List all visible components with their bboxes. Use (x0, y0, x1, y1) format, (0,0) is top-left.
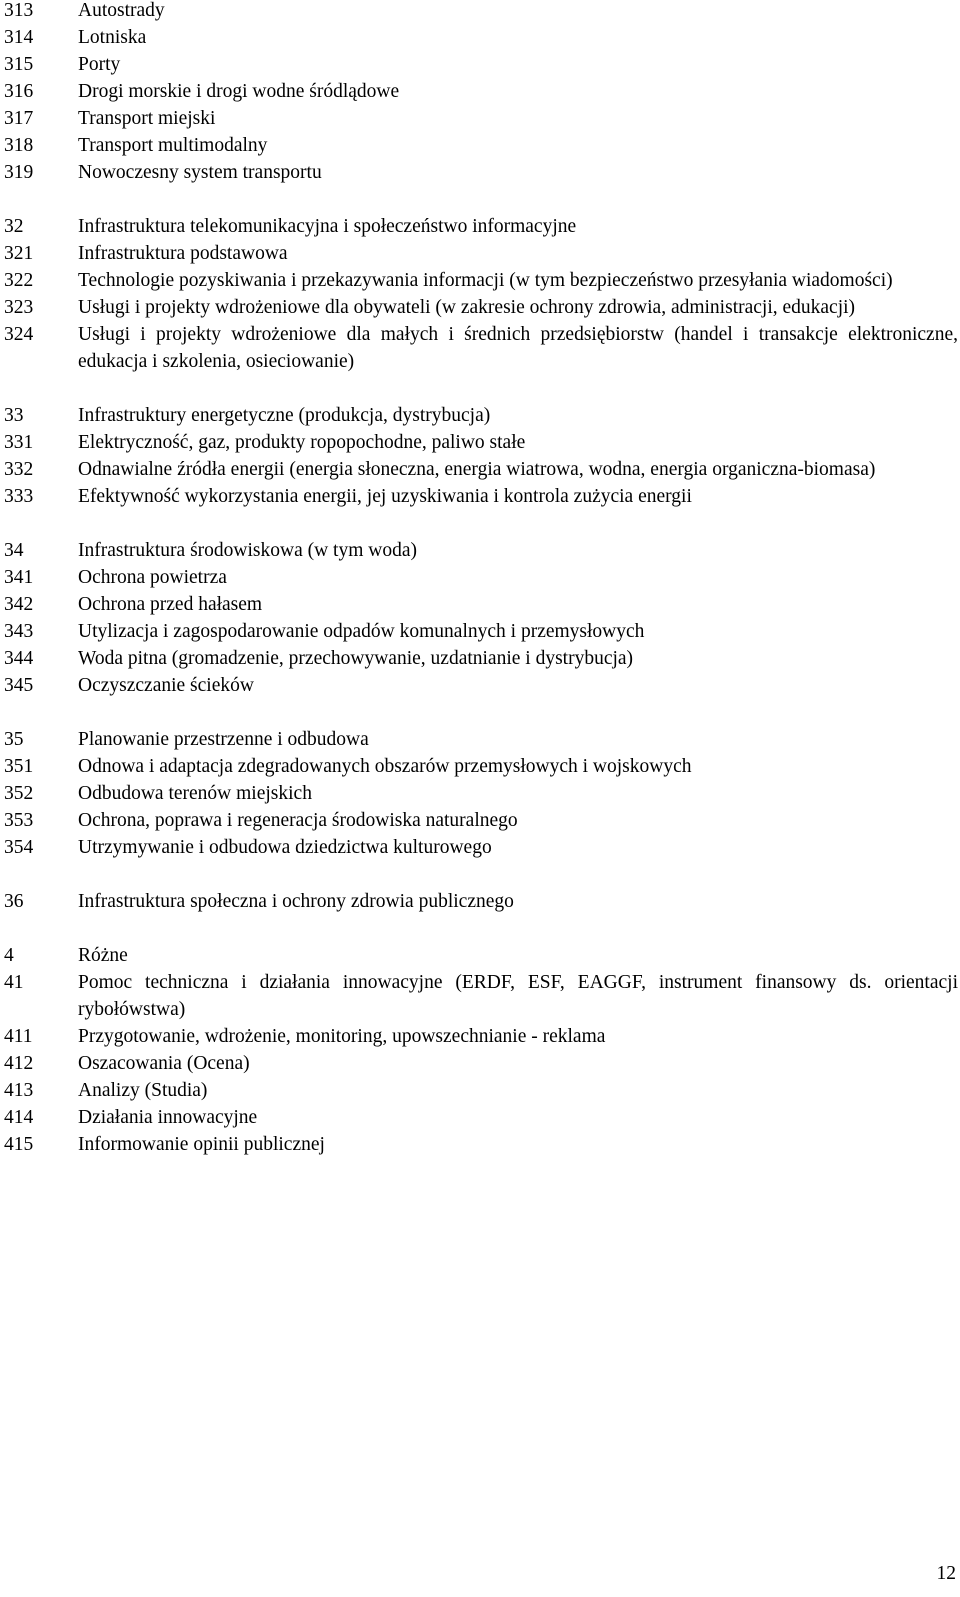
list-item (0, 969, 960, 1023)
list-item (0, 942, 960, 969)
list-item (0, 105, 960, 132)
list-item (0, 267, 960, 294)
category-label: Woda pitna (gromadzenie, przechowywanie, uzdatnianie i dystrybucja) (78, 648, 634, 669)
entry-group (0, 888, 960, 915)
category-code: 315 (4, 54, 34, 75)
list-item (0, 213, 960, 240)
category-label: Ochrona powietrza (78, 567, 227, 588)
list-item (0, 240, 960, 267)
list-item (0, 456, 960, 483)
category-code: 32 (4, 216, 24, 237)
list-item (0, 618, 960, 645)
page-number: 12 (936, 1563, 956, 1584)
list-item (0, 726, 960, 753)
category-label: Drogi morskie i drogi wodne śródlądowe (78, 81, 400, 102)
category-label: Autostrady (78, 0, 165, 21)
category-label: Działania innowacyjne (78, 1107, 258, 1128)
category-label: Ochrona przed hałasem (78, 594, 263, 615)
category-code: 318 (4, 135, 34, 156)
category-label: Oszacowania (Ocena) (78, 1053, 250, 1074)
category-code: 321 (4, 243, 34, 264)
category-code: 41 (4, 972, 24, 993)
category-label: Usługi i projekty wdrożeniowe dla obywateli (w zakresie ochrony zdrowia, administracji, edukacji) (78, 297, 856, 318)
category-code: 319 (4, 162, 34, 183)
category-label: Efektywność wykorzystania energii, jej uzyskiwania i kontrola zużycia energii (78, 486, 692, 507)
entry-group (0, 942, 960, 1158)
category-label: Infrastruktura podstawowa (78, 243, 288, 264)
category-label: Utrzymywanie i odbudowa dziedzictwa kulturowego (78, 837, 492, 858)
category-code: 316 (4, 81, 34, 102)
category-label: Przygotowanie, wdrożenie, monitoring, upowszechnianie - reklama (78, 1026, 606, 1047)
list-item (0, 483, 960, 510)
category-code: 4 (4, 945, 14, 966)
category-code: 353 (4, 810, 34, 831)
category-label: Utylizacja i zagospodarowanie odpadów komunalnych i przemysłowych (78, 621, 645, 642)
list-item (0, 1104, 960, 1131)
category-code: 412 (4, 1053, 34, 1074)
category-code: 324 (4, 324, 34, 345)
list-item (0, 780, 960, 807)
category-code: 313 (4, 0, 34, 21)
category-label: Infrastruktury energetyczne (produkcja, dystrybucja) (78, 405, 491, 426)
category-code: 415 (4, 1134, 34, 1155)
category-label: Odbudowa terenów miejskich (78, 783, 312, 804)
category-label: Nowoczesny system transportu (78, 162, 322, 183)
category-code: 413 (4, 1080, 34, 1101)
category-label: Transport miejski (78, 108, 216, 129)
category-code: 323 (4, 297, 34, 318)
list-item (0, 807, 960, 834)
category-code: 414 (4, 1107, 34, 1128)
category-label: Lotniska (78, 27, 147, 48)
list-item (0, 1077, 960, 1104)
category-label: Różne (78, 945, 128, 966)
list-item (0, 1131, 960, 1158)
list-item (0, 888, 960, 915)
list-item (0, 132, 960, 159)
category-label: Analizy (Studia) (78, 1080, 208, 1101)
category-label: Informowanie opinii publicznej (78, 1134, 325, 1155)
list-item (0, 1050, 960, 1077)
list-item (0, 564, 960, 591)
category-code: 345 (4, 675, 34, 696)
category-label: Usługi i projekty wdrożeniowe dla małych i średnich przedsiębiorstw (handel i transakcje elektroniczne, edukacja i szkolenia, osieciowanie) (78, 324, 958, 372)
list-item (0, 429, 960, 456)
category-code: 343 (4, 621, 34, 642)
list-item (0, 321, 960, 375)
list-item (0, 51, 960, 78)
category-code: 36 (4, 891, 24, 912)
category-code: 331 (4, 432, 34, 453)
list-item (0, 159, 960, 186)
list-item (0, 1023, 960, 1050)
list-item (0, 834, 960, 861)
category-code: 344 (4, 648, 34, 669)
list-item (0, 645, 960, 672)
category-code: 342 (4, 594, 34, 615)
category-code: 322 (4, 270, 34, 291)
list-item (0, 0, 960, 24)
category-code: 341 (4, 567, 34, 588)
category-code: 34 (4, 540, 24, 561)
category-label: Infrastruktura społeczna i ochrony zdrowia publicznego (78, 891, 514, 912)
category-label: Technologie pozyskiwania i przekazywania informacji (w tym bezpieczeństwo przesyłania wiadomości) (78, 270, 893, 291)
category-code: 314 (4, 27, 34, 48)
category-code: 317 (4, 108, 34, 129)
entry-group (0, 726, 960, 861)
category-code: 351 (4, 756, 34, 777)
category-label: Infrastruktura środowiskowa (w tym woda) (78, 540, 418, 561)
category-label: Planowanie przestrzenne i odbudowa (78, 729, 369, 750)
category-code: 333 (4, 486, 34, 507)
entry-group (0, 0, 960, 186)
category-label: Ochrona, poprawa i regeneracja środowiska naturalnego (78, 810, 518, 831)
category-code: 33 (4, 405, 24, 426)
category-label: Elektryczność, gaz, produkty ropopochodne, paliwo stałe (78, 432, 526, 453)
list-item (0, 591, 960, 618)
list-item (0, 294, 960, 321)
entry-group (0, 537, 960, 699)
entry-group (0, 213, 960, 375)
category-label: Odnawialne źródła energii (energia słoneczna, energia wiatrowa, wodna, energia organiczna-biomasa) (78, 459, 876, 480)
category-label: Infrastruktura telekomunikacyjna i społeczeństwo informacyjne (78, 216, 577, 237)
list-item (0, 753, 960, 780)
category-code: 35 (4, 729, 24, 750)
list-item (0, 78, 960, 105)
category-label: Pomoc techniczna i działania innowacyjne (ERDF, ESF, EAGGF, instrument finansowy ds. orientacji rybołówstwa) (78, 972, 958, 1020)
category-label: Transport multimodalny (78, 135, 268, 156)
category-label: Porty (78, 54, 121, 75)
list-item (0, 672, 960, 699)
category-label: Oczyszczanie ścieków (78, 675, 254, 696)
category-code: 411 (4, 1026, 33, 1047)
list-item (0, 537, 960, 564)
list-item (0, 24, 960, 51)
category-code: 332 (4, 459, 34, 480)
list-item (0, 402, 960, 429)
entry-group (0, 402, 960, 510)
category-code: 354 (4, 837, 34, 858)
category-label: Odnowa i adaptacja zdegradowanych obszarów przemysłowych i wojskowych (78, 756, 692, 777)
category-code: 352 (4, 783, 34, 804)
